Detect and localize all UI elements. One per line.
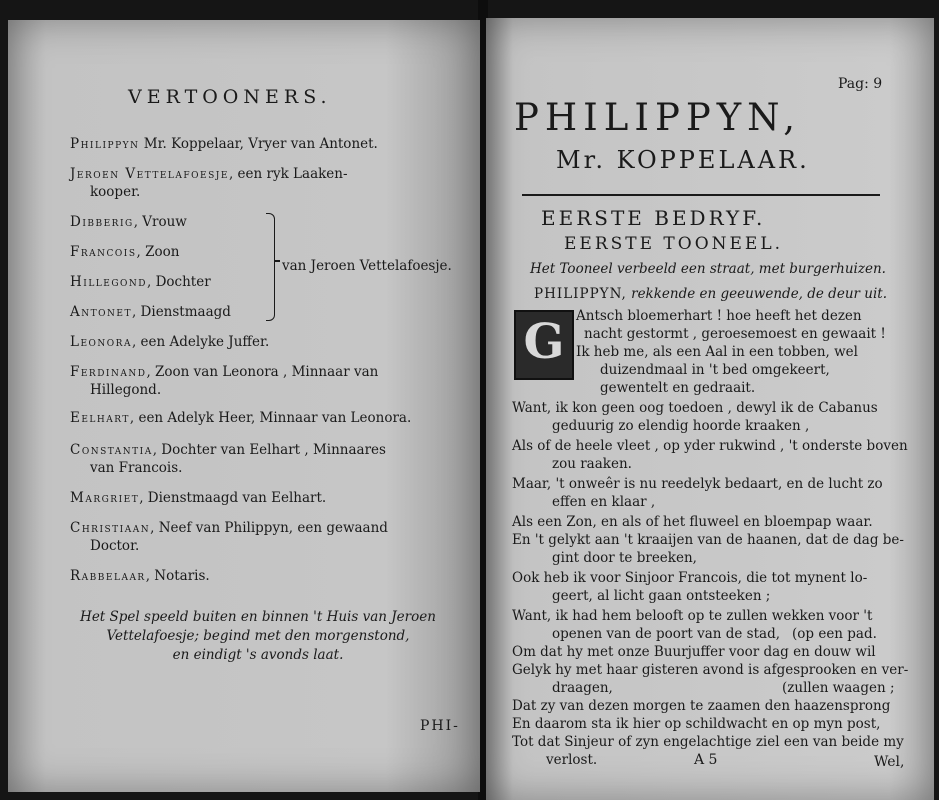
- verse-line: zou raaken.: [552, 456, 632, 472]
- setting-line: Het Spel speeld buiten en binnen 't Huis van Jeroen: [80, 609, 436, 625]
- verse-line: geert, al licht gaan ontsteeken ;: [552, 588, 771, 604]
- verse-line: Gelyk hy met haar gisteren avond is afgesprooken en ver-: [512, 662, 909, 678]
- verse-line: nacht gestormt , geroesemoest en gewaait !: [584, 326, 886, 342]
- verse-line: gint door te breeken,: [552, 550, 697, 566]
- cast-desc-cont: kooper.: [90, 184, 141, 200]
- verse-line: geduurig zo elendig hoorde kraaken ,: [552, 418, 810, 434]
- verse-line: Maar, 't onweêr is nu reedelyk bedaart, en de lucht zo: [512, 476, 883, 492]
- speaker-line: [534, 286, 887, 302]
- verse-line: gewentelt en gedraait.: [600, 380, 756, 396]
- scene-heading: EERSTE TOONEEL.: [564, 234, 784, 254]
- page-number: Pag: 9: [838, 76, 883, 92]
- initial-letter: G: [523, 314, 565, 370]
- verse-line: Want, ik kon geen oog toedoen , dewyl ik de Cabanus: [512, 400, 878, 416]
- verse-line: Als een Zon, en als of het fluweel en bloempap waar.: [512, 514, 873, 530]
- verse-line: effen en klaar ,: [552, 494, 656, 510]
- cast-desc: , een ryk Laaken-: [228, 166, 348, 182]
- cast-entry: [70, 244, 179, 260]
- cast-desc: , Zoon van Leonora , Minnaar van: [146, 364, 379, 380]
- cast-desc: , Zoon: [136, 244, 180, 260]
- cast-desc: , een Adelyke Juffer.: [131, 334, 270, 350]
- catchword: Wel,: [874, 754, 905, 770]
- verse-line: duizendmaal in 't bed omgekeert,: [600, 362, 830, 378]
- right-page: [486, 18, 934, 800]
- cast-desc: , Dochter van Eelhart , Minnaares: [152, 442, 386, 458]
- cast-desc-cont: Doctor.: [90, 538, 140, 554]
- verse-line: Als of de heele vleet , op yder rukwind , 't onderste boven: [512, 438, 908, 454]
- verse-line: (zullen waagen ;: [782, 680, 895, 696]
- cast-entry: [70, 304, 231, 320]
- cast-desc: , Neef van Philippyn, een gewaand: [150, 520, 388, 536]
- group-brace: [266, 213, 275, 321]
- cast-name: Constantia: [70, 442, 153, 458]
- group-brace-tip: [274, 260, 280, 262]
- cast-desc-cont: van Francois.: [90, 460, 183, 476]
- cast-entry: [70, 520, 388, 536]
- cast-entry: [70, 166, 348, 182]
- cast-name: Margriet: [70, 490, 140, 506]
- catchword: PHI-: [420, 718, 460, 734]
- cast-name: Eelhart: [70, 410, 130, 426]
- cast-name: Christiaan: [70, 520, 151, 536]
- setting-line: Vettelafoesje; begind met den morgenstond,: [106, 628, 410, 644]
- cast-entry: [70, 364, 378, 380]
- verse-line: Ook heb ik voor Sinjoor Francois, die tot mynent lo-: [512, 570, 868, 586]
- cast-entry: [70, 274, 211, 290]
- cast-entry: [70, 214, 187, 230]
- cast-name: Hillegond: [70, 274, 148, 290]
- signature-mark: A 5: [694, 752, 718, 768]
- play-subtitle: Mr. KOPPELAAR.: [556, 146, 810, 174]
- cast-desc: , Dienstmaagd van Eelhart.: [139, 490, 327, 506]
- verse-line: verlost.: [546, 752, 598, 768]
- cast-name: Francois: [70, 244, 137, 260]
- cast-desc: , Vrouw: [133, 214, 187, 230]
- verse-line: openen van de poort van de stad,: [552, 626, 780, 642]
- cast-name: Jeroen Vettelafoesje: [70, 166, 229, 182]
- cast-name: Dibberig: [70, 214, 134, 230]
- ornamental-initial: [514, 310, 574, 380]
- verse-line: Dat zy van dezen morgen te zaamen den haazensprong: [512, 698, 891, 714]
- cast-desc-cont: Hillegond.: [90, 382, 162, 398]
- cast-name: Ferdinand: [70, 364, 147, 380]
- cast-entry: [70, 442, 386, 458]
- setting-line: en eindigt 's avonds laat.: [172, 647, 344, 663]
- cast-desc: , Dienstmaagd: [131, 304, 231, 320]
- cast-desc: , Notaris.: [145, 568, 210, 584]
- cast-entry: [70, 568, 210, 584]
- cast-desc: , een Adelyk Heer, Minnaar van Leonora.: [129, 410, 412, 426]
- left-page: [8, 20, 480, 792]
- cast-name: Antonet: [70, 304, 132, 320]
- cast-desc: Mr. Koppelaar, Vryer van Antonet.: [143, 136, 378, 152]
- play-title: PHILIPPYN,: [514, 96, 801, 139]
- group-label: van Jeroen Vettelafoesje.: [282, 258, 452, 274]
- verse-line: draagen,: [552, 680, 613, 696]
- speaker-direction: rekkende en geeuwende, de deur uit.: [631, 286, 887, 302]
- cast-entry: [70, 334, 269, 350]
- stage-direction: Het Tooneel verbeeld een straat, met burgerhuizen.: [530, 261, 886, 277]
- verse-line: (op een pad.: [792, 626, 877, 642]
- cast-entry: [70, 490, 326, 506]
- act-heading: EERSTE BEDRYF.: [541, 206, 766, 230]
- horizontal-rule: [522, 194, 880, 196]
- verse-line: Want, ik had hem belooft op te zullen wekken voor 't: [512, 608, 873, 624]
- verse-line: En daarom sta ik hier op schildwacht en op myn post,: [512, 716, 881, 732]
- cast-name: Rabbelaar: [70, 568, 146, 584]
- verse-line: Om dat hy met onze Buurjuffer voor dag en douw wil: [512, 644, 876, 660]
- cast-entry: [70, 136, 378, 152]
- verse-line: Ik heb me, als een Aal in een tobben, wel: [576, 344, 858, 360]
- speaker-name: PHILIPPYN,: [534, 286, 627, 302]
- cast-name: Leonora: [70, 334, 132, 350]
- setting-note: [68, 608, 448, 665]
- verse-line: Tot dat Sinjeur of zyn engelachtige ziel een van beide my: [512, 734, 904, 750]
- cast-entry: [70, 410, 411, 426]
- cast-list-heading: VERTOONERS.: [128, 86, 332, 108]
- verse-line: Antsch bloemerhart ! hoe heeft het dezen: [576, 308, 862, 324]
- verse-line: En 't gelykt aan 't kraaijen van de haanen, dat de dag be-: [512, 532, 904, 548]
- cast-name: Philippyn: [70, 136, 140, 152]
- cast-desc: , Dochter: [147, 274, 211, 290]
